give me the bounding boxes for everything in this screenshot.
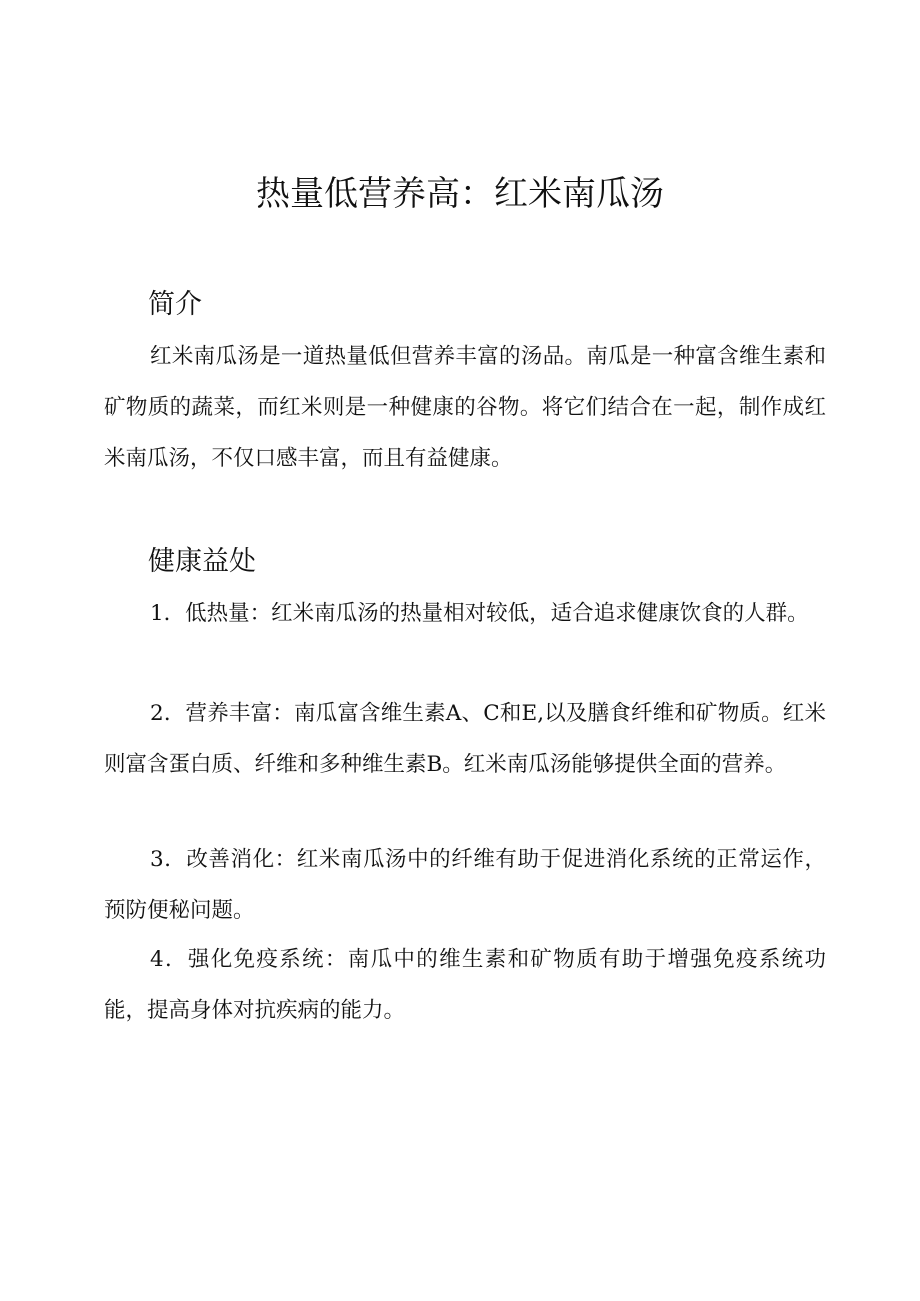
benefit-item-2: 2．营养丰富：南瓜富含维生素A、C和E,以及膳食纤维和矿物质。红米则富含蛋白质、纤维和多种维生素B。红米南瓜汤能够提供全面的营养。 (104, 701, 826, 777)
intro-paragraph: 红米南瓜汤是一道热量低但营养丰富的汤品。南瓜是一种富含维生素和矿物质的蔬菜，而红米则是一种健康的谷物。将它们结合在一起，制作成红米南瓜汤，不仅口感丰富，而且有益健康。 (104, 344, 826, 471)
document-title: 热量低营养高：红米南瓜汤 (256, 174, 664, 214)
benefit-item-1: 1．低热量：红米南瓜汤的热量相对较低，适合追求健康饮食的人群。 (150, 601, 809, 626)
benefit-item-4: 4．强化免疫系统：南瓜中的维生素和矿物质有助于增强免疫系统功能，提高身体对抗疾病的能力。 (104, 947, 826, 1023)
section-heading-benefits: 健康益处 (148, 546, 256, 577)
benefit-item-3: 3．改善消化：红米南瓜汤中的纤维有助于促进消化系统的正常运作，预防便秘问题。 (104, 847, 826, 923)
section-heading-intro: 简介 (148, 289, 202, 320)
